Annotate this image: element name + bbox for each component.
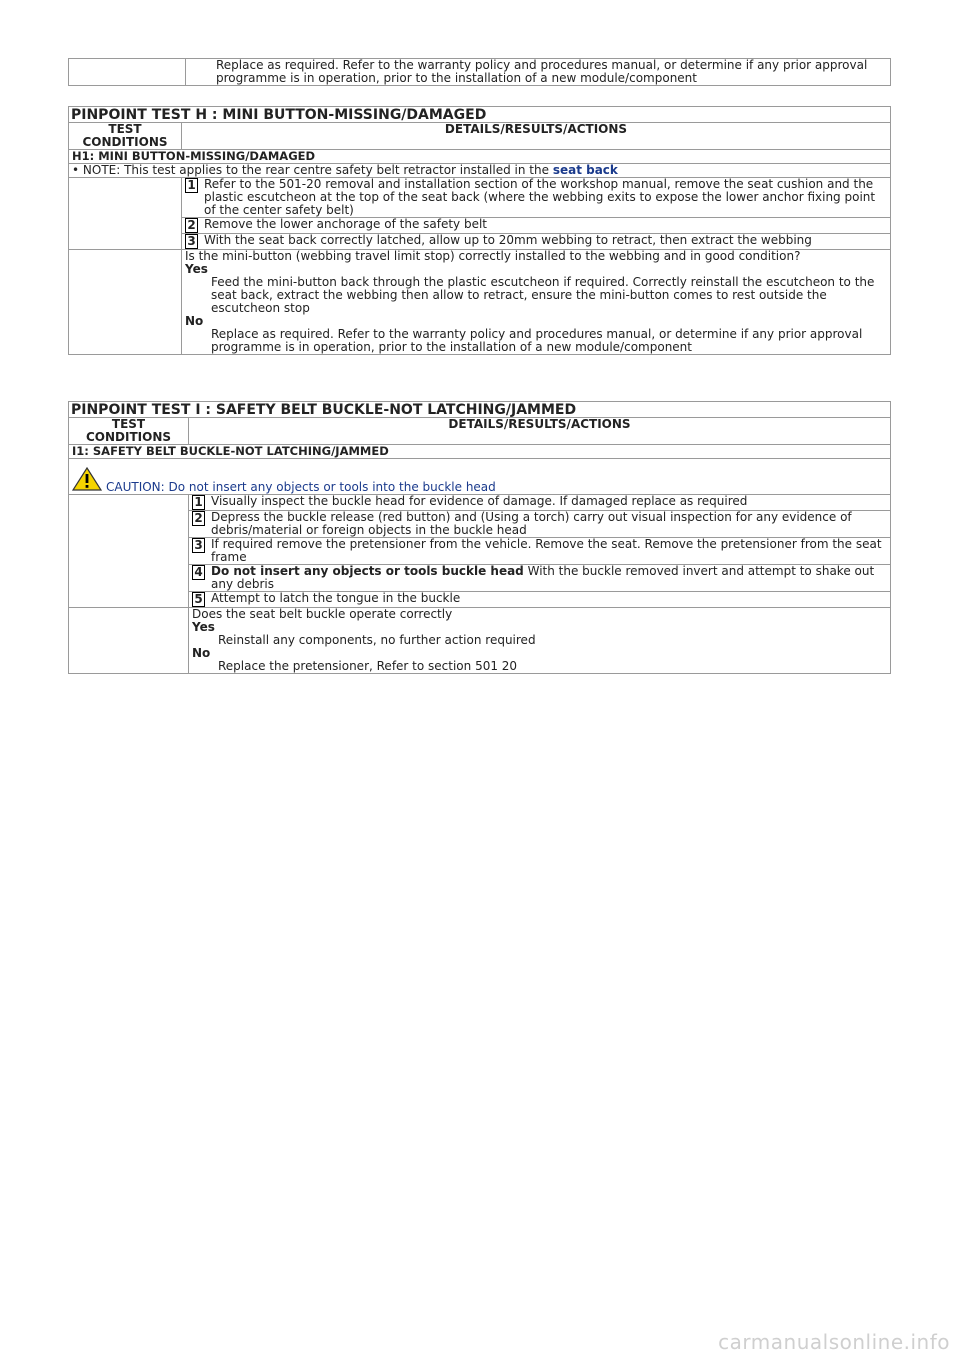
step-number: 2 (192, 511, 205, 526)
step-3 (189, 538, 891, 565)
step-1 (182, 178, 891, 218)
caution-text: CAUTION: Do not insert any objects or tools into the buckle head (106, 480, 496, 494)
step-text: With the buckle removed invert and attempt to shake out any debris (211, 564, 875, 591)
step-number: 2 (185, 218, 198, 233)
test-i-title: PINPOINT TEST I : SAFETY BELT BUCKLE-NOT LATCHING/JAMMED (68, 401, 891, 418)
step-number: 5 (192, 592, 205, 607)
empty-condition-cell (69, 178, 182, 250)
top-continuation-table (68, 58, 891, 86)
seat-back-link[interactable]: seat back (552, 163, 618, 177)
step-number: 3 (185, 234, 198, 249)
test-i-result (189, 608, 891, 674)
test-h-subtitle: H1: MINI BUTTON-MISSING/DAMAGED (69, 150, 891, 164)
step-4 (189, 565, 891, 592)
step-1 (189, 495, 891, 511)
yes-text: Reinstall any components, no further action required (218, 633, 536, 647)
step-number: 3 (192, 538, 205, 553)
col-conditions-header: TEST CONDITIONS (69, 418, 189, 445)
col-details-header: DETAILS/RESULTS/ACTIONS (189, 418, 891, 445)
step-text: Depress the buckle release (red button) and (Using a torch) carry out visual inspection for any evidence of debris/material or foreign objects in the buckle head (211, 510, 852, 537)
watermark: carmanualsonline.info (718, 1330, 950, 1354)
caution-row (69, 459, 891, 495)
step-3 (182, 234, 891, 250)
empty-condition-cell (69, 250, 182, 355)
note-text: • NOTE: This test applies to the rear centre safety belt retractor installed in the (72, 163, 549, 177)
step-number: 4 (192, 565, 205, 580)
step-text: Visually inspect the buckle head for evidence of damage. If damaged replace as required (211, 494, 748, 508)
test-h-title: PINPOINT TEST H : MINI BUTTON-MISSING/DAMAGED (68, 106, 891, 123)
col-conditions-header: TEST CONDITIONS (69, 123, 182, 150)
step-text: If required remove the pretensioner from the vehicle. Remove the seat. Remove the pretensioner from the seat frame (211, 537, 882, 564)
question: Is the mini-button (webbing travel limit stop) correctly installed to the webbing and in good condition? (185, 249, 801, 263)
step-number: 1 (192, 495, 205, 510)
yes-label: Yes (192, 620, 215, 634)
step-number: 1 (185, 178, 198, 193)
no-label: No (192, 646, 211, 660)
step-text: With the seat back correctly latched, allow up to 20mm webbing to retract, then extract the webbing (204, 233, 812, 247)
col-details-header: DETAILS/RESULTS/ACTIONS (182, 123, 891, 150)
no-text: Replace the pretensioner, Refer to section 501 20 (218, 659, 518, 673)
yes-text: Feed the mini-button back through the plastic escutcheon if required. Correctly reinstall the escutcheon to the seat back, extract the webbing then allow to retract, ensure the mini-button comes to rest outside the escutcheon stop (211, 275, 875, 315)
empty-condition-cell (69, 495, 189, 608)
test-i-table (68, 417, 891, 674)
step-text: Refer to the 501-20 removal and installation section of the workshop manual, remove the seat cushion and the plastic escutcheon at the top of the seat back (where the webbing exits to expose the lower anchor fixing point of the center safety belt) (204, 177, 876, 217)
test-h-result (182, 250, 891, 355)
yes-label: Yes (185, 262, 208, 276)
no-text: Replace as required. Refer to the warranty policy and procedures manual, or determine if any prior approval programme is in operation, prior to the installation of a new module/component (211, 327, 863, 354)
step-2 (182, 218, 891, 234)
question: Does the seat belt buckle operate correctly (192, 607, 453, 621)
step-5 (189, 592, 891, 608)
test-h-note (69, 164, 891, 178)
empty-condition-cell (69, 608, 189, 674)
step-2 (189, 511, 891, 538)
step-text: Remove the lower anchorage of the safety belt (204, 217, 488, 231)
warning-icon (72, 467, 102, 494)
step-text: Attempt to latch the tongue in the buckle (211, 591, 461, 605)
test-i-subtitle: I1: SAFETY BELT BUCKLE-NOT LATCHING/JAMMED (69, 445, 891, 459)
test-h-table (68, 122, 891, 355)
step-bold-text: Do not insert any objects or tools buckle head (211, 564, 524, 578)
top-row-text: Replace as required. Refer to the warranty policy and procedures manual, or determine if any prior approval programme is in operation, prior to the installation of a new module/component (186, 59, 891, 86)
empty-cell (69, 59, 186, 86)
no-label: No (185, 314, 204, 328)
